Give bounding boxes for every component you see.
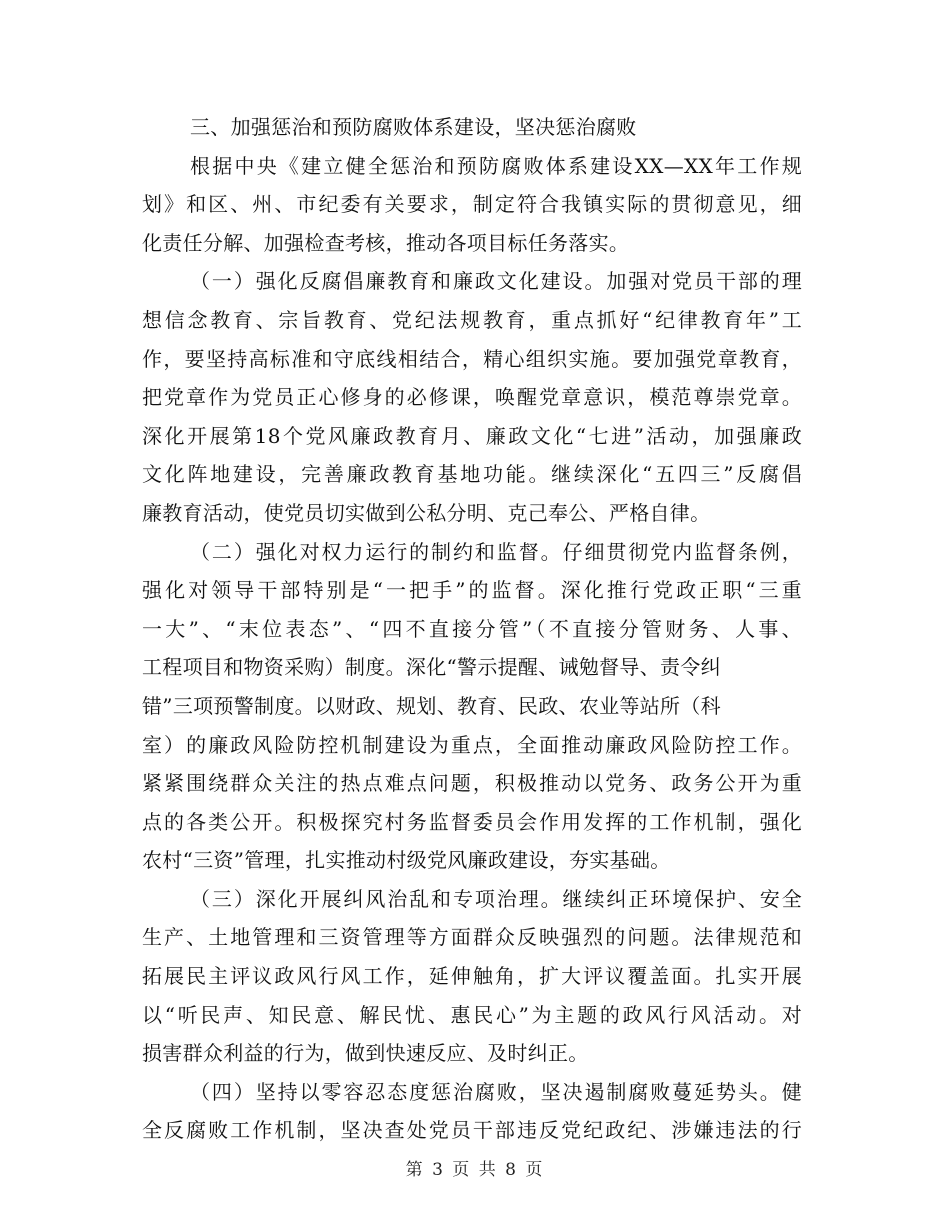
paragraph-line: 强化对领导干部特别是“一把手”的监督。深化推行党政正职“三重 — [142, 578, 802, 603]
paragraph-line: 化责任分解、加强检查考核，推动各项目标任务落实。 — [142, 230, 630, 255]
paragraph-line: 一大”、“末位表态”、“四不直接分管”（不直接分管财务、人事、 — [142, 616, 802, 641]
paragraph-line: 错”三项预警制度。以财政、规划、教育、民政、农业等站所（科 — [142, 693, 721, 718]
paragraph-line: 以“听民声、知民意、解民忧、惠民心”为主题的政风行风活动。对 — [142, 1002, 802, 1027]
paragraph-line: 全反腐败工作机制，坚决查处党员干部违反党纪政纪、涉嫌违法的行 — [142, 1118, 802, 1143]
paragraph-line: （三）深化开展纠风治乱和专项治理。继续纠正环境保护、安全 — [190, 886, 802, 911]
section-heading: 三、加强惩治和预防腐败体系建设，坚决惩治腐败 — [190, 115, 637, 139]
paragraph-line: 生产、土地管理和三资管理等方面群众反映强烈的问题。法律规范和 — [142, 925, 802, 950]
paragraph-line: 拓展民主评议政风行风工作，延伸触角，扩大评议覆盖面。扎实开展 — [142, 964, 802, 989]
paragraph-line: 根据中央《建立健全惩治和预防腐败体系建设XX—XX年工作规 — [190, 153, 802, 178]
paragraph-line: 紧紧围绕群众关注的热点难点问题，积极推动以党务、政务公开为重 — [142, 771, 802, 796]
paragraph-line: 点的各类公开。积极探究村务监督委员会作用发挥的工作机制，强化 — [142, 809, 802, 834]
paragraph-line: 深化开展第18个党风廉政教育月、廉政文化“七进”活动，加强廉政 — [142, 423, 802, 448]
paragraph-line: 损害群众利益的行为，做到快速反应、及时纠正。 — [142, 1041, 589, 1066]
paragraph-line: 农村“三资”管理，扎实推动村级党风廉政建设，夯实基础。 — [142, 848, 671, 873]
paragraph-line: 室）的廉政风险防控机制建设为重点，全面推动廉政风险防控工作。 — [142, 732, 802, 757]
paragraph-line: （一）强化反腐倡廉教育和廉政文化建设。加强对党员干部的理 — [190, 269, 802, 294]
page-footer: 第 3 页 共 8 页 — [405, 1160, 545, 1180]
paragraph-line: （二）强化对权力运行的制约和监督。仔细贯彻党内监督条例， — [190, 539, 802, 564]
paragraph-line: 作，要坚持高标准和守底线相结合，精心组织实施。要加强党章教育， — [142, 346, 802, 371]
paragraph-line: 把党章作为党员正心修身的必修课，唤醒党章意识，模范尊崇党章。 — [142, 385, 802, 410]
paragraph-line: 文化阵地建设，完善廉政教育基地功能。继续深化“五四三”反腐倡 — [142, 462, 802, 487]
paragraph-line: 廉教育活动，使党员切实做到公私分明、克己奉公、严格自律。 — [142, 500, 711, 525]
paragraph-line: 工程项目和物资采购）制度。深化“警示提醒、诫勉督导、责令纠 — [142, 655, 721, 680]
paragraph-line: 划》和区、州、市纪委有关要求，制定符合我镇实际的贯彻意见，细 — [142, 192, 802, 217]
paragraph-line: 想信念教育、宗旨教育、党纪法规教育，重点抓好“纪律教育年”工 — [142, 307, 802, 332]
paragraph-line: （四）坚持以零容忍态度惩治腐败，坚决遏制腐败蔓延势头。健 — [190, 1079, 802, 1104]
document-body — [142, 108, 802, 1150]
